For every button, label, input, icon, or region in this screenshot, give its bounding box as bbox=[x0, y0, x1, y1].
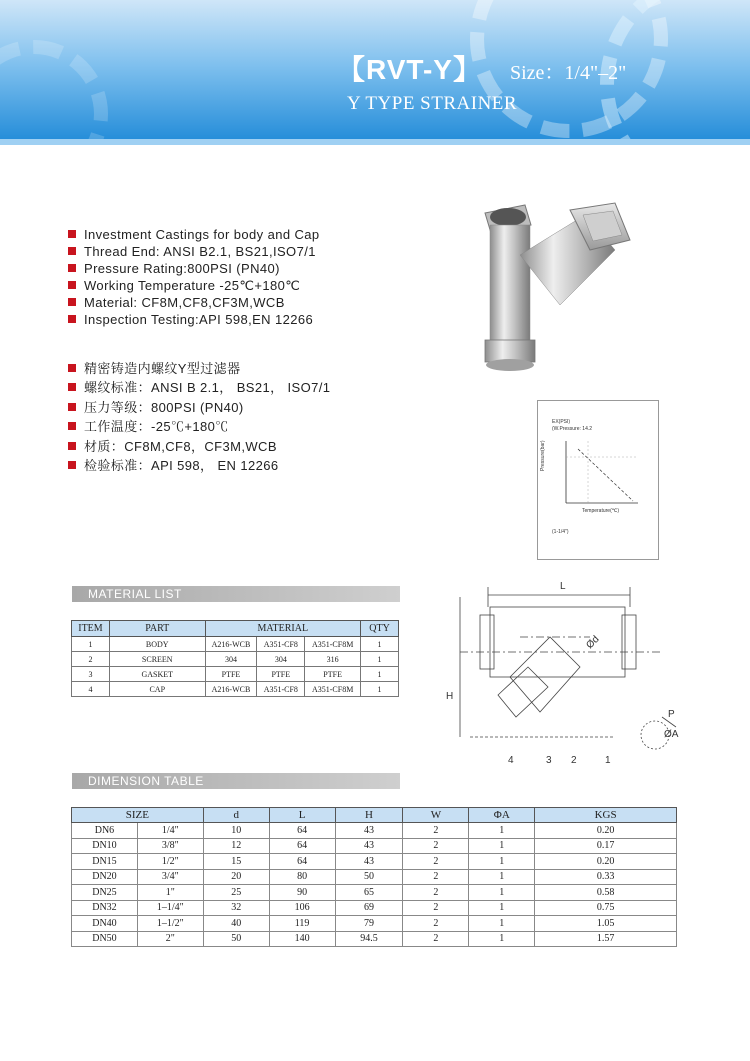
table-cell: 4 bbox=[72, 682, 110, 697]
table-cell: DN40 bbox=[72, 916, 138, 932]
table-cell: 2 bbox=[403, 900, 469, 916]
table-cell: PTFE bbox=[305, 667, 361, 682]
table-cell: 106 bbox=[269, 900, 335, 916]
table-cell: A351-CF8 bbox=[257, 682, 305, 697]
header-band bbox=[0, 139, 750, 145]
table-cell: BODY bbox=[109, 637, 205, 652]
chart-footer: (1-1/4") bbox=[552, 529, 569, 535]
feature-item: 检验标准：API 598， EN 12266 bbox=[68, 456, 488, 475]
dimension-table-heading-bar bbox=[72, 773, 400, 789]
table-cell: PTFE bbox=[205, 667, 257, 682]
table-cell: 140 bbox=[269, 931, 335, 947]
square-bullet-icon bbox=[68, 281, 76, 289]
table-header-cell: MATERIAL bbox=[205, 621, 360, 637]
end-port-outline bbox=[480, 615, 494, 669]
table-cell: DN6 bbox=[72, 823, 138, 839]
part-callout: 2 bbox=[571, 755, 577, 766]
table-row bbox=[72, 931, 677, 947]
table-cell: 12 bbox=[203, 838, 269, 854]
table-row bbox=[72, 869, 677, 885]
product-photo bbox=[465, 195, 640, 380]
table-cell: DN50 bbox=[72, 931, 138, 947]
table-row bbox=[72, 823, 677, 839]
table-cell: 0.33 bbox=[535, 869, 677, 885]
table-row bbox=[72, 885, 677, 901]
table-cell: 1 bbox=[72, 637, 110, 652]
table-cell: 1 bbox=[361, 637, 399, 652]
table-cell: CAP bbox=[109, 682, 205, 697]
table-cell: DN15 bbox=[72, 854, 138, 870]
table-cell: 90 bbox=[269, 885, 335, 901]
table-cell: A351-CF8 bbox=[257, 637, 305, 652]
table-row bbox=[72, 900, 677, 916]
chart-label: EX(PSI) bbox=[552, 419, 571, 425]
table-cell: 1 bbox=[469, 854, 535, 870]
square-bullet-icon bbox=[68, 315, 76, 323]
features-english bbox=[68, 226, 488, 328]
product-subtitle: Y TYPE STRAINER bbox=[347, 93, 518, 114]
table-cell: 1–1/2" bbox=[137, 916, 203, 932]
square-bullet-icon bbox=[68, 247, 76, 255]
table-cell: 3/4" bbox=[137, 869, 203, 885]
table-cell: 69 bbox=[335, 900, 403, 916]
gear-decoration bbox=[0, 40, 108, 145]
table-cell: A216-WCB bbox=[205, 637, 257, 652]
table-cell: 1 bbox=[469, 916, 535, 932]
square-bullet-icon bbox=[68, 264, 76, 272]
table-header-row bbox=[72, 808, 677, 823]
dimension-label: P bbox=[668, 709, 675, 720]
table-row bbox=[72, 838, 677, 854]
table-cell: 1 bbox=[469, 869, 535, 885]
table-cell: 1/2" bbox=[137, 854, 203, 870]
part-callout: 4 bbox=[508, 755, 514, 766]
table-cell: 64 bbox=[269, 823, 335, 839]
table-cell: 1 bbox=[469, 823, 535, 839]
feature-item: Working Temperature -25℃+180℃ bbox=[68, 277, 488, 294]
table-cell: DN25 bbox=[72, 885, 138, 901]
table-row bbox=[72, 637, 399, 652]
table-cell: 304 bbox=[257, 652, 305, 667]
table-cell: 80 bbox=[269, 869, 335, 885]
table-cell: 316 bbox=[305, 652, 361, 667]
chart-label: (W.Pressure: 14.2 bbox=[552, 426, 593, 432]
table-cell: 2 bbox=[403, 823, 469, 839]
square-bullet-icon bbox=[68, 461, 76, 469]
feature-item: 螺纹标准：ANSI B 2.1， BS21， ISO7/1 bbox=[68, 378, 488, 397]
table-cell: 2 bbox=[403, 931, 469, 947]
table-cell: 43 bbox=[335, 838, 403, 854]
pressure-temperature-chart bbox=[537, 400, 659, 560]
table-cell: 0.58 bbox=[535, 885, 677, 901]
table-cell: 64 bbox=[269, 854, 335, 870]
table-cell: 2 bbox=[403, 916, 469, 932]
table-cell: 1 bbox=[361, 667, 399, 682]
square-bullet-icon bbox=[68, 403, 76, 411]
chart-xlabel: Temperature(℃) bbox=[582, 508, 620, 514]
dimension-table-heading: DIMENSION TABLE bbox=[88, 774, 204, 788]
table-cell: 1/4" bbox=[137, 823, 203, 839]
table-cell: 0.20 bbox=[535, 823, 677, 839]
table-cell: 2 bbox=[403, 854, 469, 870]
square-bullet-icon bbox=[68, 383, 76, 391]
table-cell: 1 bbox=[469, 838, 535, 854]
feature-item: 压力等级：800PSI (PN40) bbox=[68, 398, 488, 417]
table-cell: DN20 bbox=[72, 869, 138, 885]
table-cell: 1 bbox=[469, 900, 535, 916]
table-row bbox=[72, 916, 677, 932]
size-label: Size：1/4"–2" bbox=[510, 62, 627, 84]
table-cell: 3 bbox=[72, 667, 110, 682]
table-cell: GASKET bbox=[109, 667, 205, 682]
table-header-cell: W bbox=[403, 808, 469, 823]
product-title: 【RVT-Y】 bbox=[337, 54, 482, 85]
table-cell: 1" bbox=[137, 885, 203, 901]
features-chinese bbox=[68, 359, 488, 475]
body-outline bbox=[490, 607, 625, 677]
table-cell: A216-WCB bbox=[205, 682, 257, 697]
material-list-heading: MATERIAL LIST bbox=[88, 587, 182, 601]
table-header-cell: QTY bbox=[361, 621, 399, 637]
feature-item: 精密铸造内螺纹Y型过滤器 bbox=[68, 359, 488, 378]
table-cell: PTFE bbox=[257, 667, 305, 682]
table-cell: 3/8" bbox=[137, 838, 203, 854]
table-header-cell: ΦA bbox=[469, 808, 535, 823]
dimension-label: H bbox=[446, 691, 454, 702]
table-header-cell: KGS bbox=[535, 808, 677, 823]
table-cell: 1.05 bbox=[535, 916, 677, 932]
table-cell: 1 bbox=[361, 652, 399, 667]
table-cell: 32 bbox=[203, 900, 269, 916]
dimension-label: Ød bbox=[584, 633, 602, 652]
table-cell: 43 bbox=[335, 823, 403, 839]
material-table bbox=[71, 620, 399, 697]
chart-ylabel: Pressure(bar) bbox=[540, 440, 546, 471]
feature-item: Material: CF8M,CF8,CF3M,WCB bbox=[68, 294, 488, 311]
header-banner bbox=[0, 0, 750, 145]
end-port-outline bbox=[622, 615, 636, 669]
square-bullet-icon bbox=[68, 364, 76, 372]
table-cell: A351-CF8M bbox=[305, 637, 361, 652]
table-row bbox=[72, 854, 677, 870]
material-list-heading-bar bbox=[72, 586, 400, 602]
dimension-label: ØA bbox=[664, 729, 679, 740]
feature-item: Thread End: ANSI B2.1, BS21,ISO7/1 bbox=[68, 243, 488, 260]
table-row bbox=[72, 682, 399, 697]
feature-item: 材质：CF8M,CF8，CF3M,WCB bbox=[68, 437, 488, 456]
table-cell: A351-CF8M bbox=[305, 682, 361, 697]
table-cell: 25 bbox=[203, 885, 269, 901]
table-header-cell: d bbox=[203, 808, 269, 823]
table-cell: 1 bbox=[469, 885, 535, 901]
square-bullet-icon bbox=[68, 422, 76, 430]
table-cell: 2 bbox=[72, 652, 110, 667]
table-row bbox=[72, 652, 399, 667]
table-header-cell: H bbox=[335, 808, 403, 823]
table-cell: 304 bbox=[205, 652, 257, 667]
table-header-cell: PART bbox=[109, 621, 205, 637]
table-cell: 10 bbox=[203, 823, 269, 839]
rating-curve bbox=[578, 449, 633, 501]
table-cell: 50 bbox=[203, 931, 269, 947]
table-cell: 119 bbox=[269, 916, 335, 932]
table-cell: 0.20 bbox=[535, 854, 677, 870]
table-cell: 2 bbox=[403, 885, 469, 901]
feature-item: Inspection Testing:API 598,EN 12266 bbox=[68, 311, 488, 328]
table-cell: SCREEN bbox=[109, 652, 205, 667]
table-cell: 15 bbox=[203, 854, 269, 870]
table-cell: 50 bbox=[335, 869, 403, 885]
table-row bbox=[72, 667, 399, 682]
table-header-cell: L bbox=[269, 808, 335, 823]
table-cell: 1.57 bbox=[535, 931, 677, 947]
table-cell: 2 bbox=[403, 869, 469, 885]
table-header-cell: ITEM bbox=[72, 621, 110, 637]
table-header-cell: SIZE bbox=[72, 808, 204, 823]
technical-drawing bbox=[440, 577, 680, 772]
feature-item: Investment Castings for body and Cap bbox=[68, 226, 488, 243]
table-cell: 2" bbox=[137, 931, 203, 947]
square-bullet-icon bbox=[68, 230, 76, 238]
table-cell: 40 bbox=[203, 916, 269, 932]
table-cell: 1–1/4" bbox=[137, 900, 203, 916]
feature-item: Pressure Rating:800PSI (PN40) bbox=[68, 260, 488, 277]
table-cell: DN32 bbox=[72, 900, 138, 916]
table-cell: 79 bbox=[335, 916, 403, 932]
table-cell: 65 bbox=[335, 885, 403, 901]
table-cell: 64 bbox=[269, 838, 335, 854]
table-cell: 20 bbox=[203, 869, 269, 885]
dimension-label: L bbox=[560, 581, 566, 592]
table-cell: 43 bbox=[335, 854, 403, 870]
table-cell: 1 bbox=[469, 931, 535, 947]
table-cell: 94.5 bbox=[335, 931, 403, 947]
dimension-table bbox=[71, 807, 677, 947]
table-cell: 0.17 bbox=[535, 838, 677, 854]
table-cell: 2 bbox=[403, 838, 469, 854]
part-callout: 1 bbox=[605, 755, 611, 766]
square-bullet-icon bbox=[68, 442, 76, 450]
table-cell: 0.75 bbox=[535, 900, 677, 916]
table-cell: 1 bbox=[361, 682, 399, 697]
table-header-row bbox=[72, 621, 399, 637]
part-callout: 3 bbox=[546, 755, 552, 766]
square-bullet-icon bbox=[68, 298, 76, 306]
table-cell: DN10 bbox=[72, 838, 138, 854]
feature-item: 工作温度：-25℃+180℃ bbox=[68, 417, 488, 436]
